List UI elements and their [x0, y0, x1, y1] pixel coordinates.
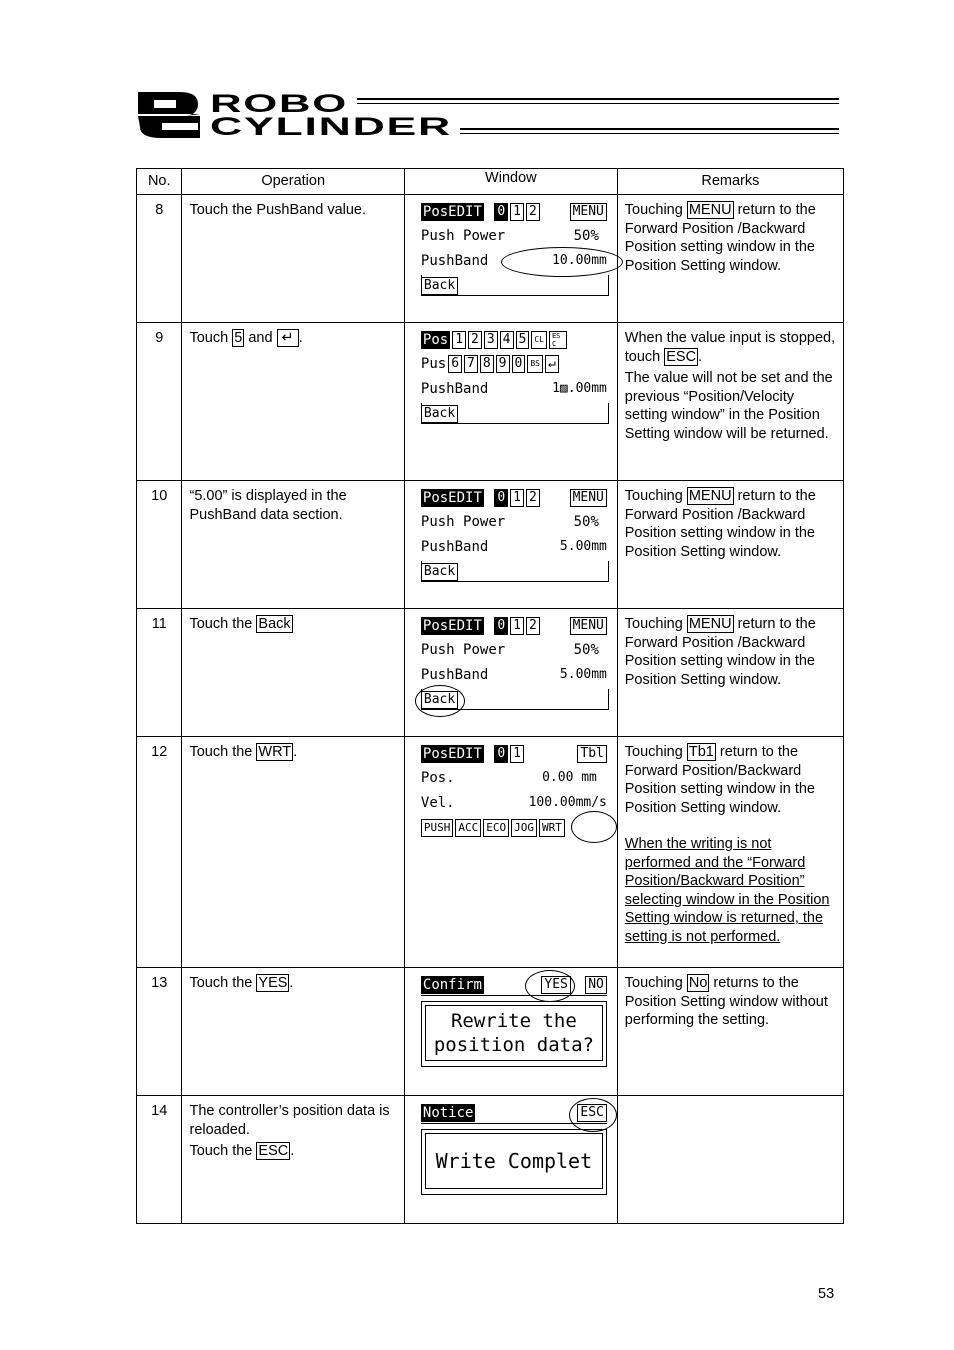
header-no: No.	[137, 169, 182, 195]
push-power-label: Push Power	[420, 514, 506, 530]
step-remarks: When the value input is stopped, touch ESC . The value will not be set and the previous “Position/Velocity setting window” in the Position Setting window will be returned.	[617, 323, 843, 481]
table-button[interactable]: Tbl	[577, 745, 606, 763]
table-row	[137, 195, 844, 323]
step-number: 13	[137, 968, 182, 1096]
esc-key-label: ESC	[258, 1143, 289, 1159]
back-button[interactable]: Back	[421, 405, 458, 423]
step-number: 12	[137, 737, 182, 968]
key-3[interactable]: 3	[484, 331, 498, 349]
lcd-screen-posedit	[421, 487, 611, 587]
window-cell	[404, 968, 617, 1096]
pushband-value[interactable]: 5.00mm	[559, 539, 607, 554]
window-cell	[404, 481, 617, 609]
lcd-screen-posedit-velocity	[421, 743, 611, 843]
step-number: 10	[137, 481, 182, 609]
table-row	[137, 1096, 844, 1224]
step-number: 14	[137, 1096, 182, 1224]
table-header-row	[137, 169, 844, 195]
screen-title: Confirm	[422, 977, 482, 993]
page-number: 53	[818, 1286, 835, 1302]
pushband-label: PushBand	[420, 667, 489, 683]
step-operation: The controller’s position data is reloaded. Touch the ESC .	[182, 1096, 404, 1224]
pushband-label: PushBand	[420, 253, 489, 269]
menu-button[interactable]: MENU	[570, 489, 607, 507]
jog-button[interactable]: JOG	[511, 819, 537, 837]
esc-key-label: ESC	[666, 348, 697, 365]
window-cell	[404, 1096, 617, 1224]
screen-title: PosEDIT	[422, 490, 482, 506]
lcd-screen-posedit	[421, 615, 611, 715]
key-6[interactable]: 6	[448, 355, 462, 373]
screen-box-1[interactable]: 1	[510, 617, 524, 635]
step-operation: Touch the YES .	[182, 968, 404, 1096]
pushband-label: PushBand	[420, 381, 489, 397]
key-1[interactable]: 1	[452, 331, 466, 349]
back-key-label: Back	[258, 616, 291, 632]
acc-button[interactable]: ACC	[455, 819, 481, 837]
robo-cylinder-logo	[136, 90, 840, 140]
step-remarks: Touching No returns to the Position Setting window without performing the setting.	[617, 968, 843, 1096]
no-key-label: No	[688, 975, 708, 991]
menu-key-label: MENU	[688, 202, 732, 218]
push-power-value: 50%	[573, 228, 599, 244]
eco-button[interactable]: ECO	[483, 819, 509, 837]
push-power-label: Push Power	[420, 228, 506, 244]
key-enter[interactable]: ↵	[545, 355, 559, 373]
header-remarks: Remarks	[617, 169, 843, 195]
vel-value[interactable]: 100.00mm/s	[528, 795, 607, 810]
lcd-screen-posedit	[421, 201, 611, 301]
screen-box-1[interactable]: 1	[510, 745, 524, 763]
table-row	[137, 481, 844, 609]
push-button[interactable]: PUSH	[421, 819, 454, 837]
wrt-key-label: WRT	[258, 744, 292, 760]
lcd-screen-confirm	[421, 974, 611, 1074]
screen-title: Notice	[422, 1105, 474, 1121]
menu-key-label: MENU	[688, 488, 732, 504]
step-remarks: Touching MENU return to the Forward Position /Backward Position setting window in the Position Setting window.	[617, 609, 843, 737]
key-4[interactable]: 4	[500, 331, 514, 349]
window-cell	[404, 609, 617, 737]
push-power-value: 50%	[573, 642, 599, 658]
key-0[interactable]: 0	[512, 355, 526, 373]
highlight-oval	[525, 970, 575, 1002]
screen-box-0[interactable]: 0	[494, 203, 508, 221]
key-backspace[interactable]: BS	[527, 355, 543, 373]
pushband-value[interactable]: 10.00mm	[552, 253, 607, 268]
window-cell	[404, 195, 617, 323]
screen-box-0[interactable]: 0	[494, 745, 508, 763]
push-power-value: 50%	[573, 514, 599, 530]
back-button[interactable]: Back	[421, 563, 458, 581]
pos-value[interactable]: 0.00 mm	[542, 770, 597, 785]
screen-box-2[interactable]: 2	[526, 489, 540, 507]
pushband-input[interactable]: 1▨.00mm	[552, 381, 607, 396]
table-row	[137, 609, 844, 737]
step-operation: Touch 5 and ↵ .	[182, 323, 404, 481]
table-row	[137, 323, 844, 481]
step-remarks: Touching MENU return to the Forward Position /Backward Position setting window in the Position Setting window.	[617, 195, 843, 323]
header-window: Window	[404, 169, 617, 195]
operation-steps-table	[136, 168, 844, 1224]
key-9[interactable]: 9	[496, 355, 510, 373]
screen-box-2[interactable]: 2	[526, 203, 540, 221]
lcd-screen-notice	[421, 1102, 611, 1202]
screen-title: PosEDIT	[422, 746, 482, 762]
vel-label: Vel.	[420, 795, 455, 811]
screen-title: Pos	[422, 332, 449, 348]
menu-button[interactable]: MENU	[570, 617, 607, 635]
logo-text-robo: ROBO	[210, 90, 348, 118]
yes-key-label: YES	[258, 975, 288, 991]
esc-button[interactable]: ESC	[577, 1104, 606, 1122]
table-row	[137, 968, 844, 1096]
logo-text-cylinder: CYLINDER	[210, 113, 452, 140]
key-7[interactable]: 7	[464, 355, 478, 373]
header-operation: Operation	[182, 169, 404, 195]
screen-box-1[interactable]: 1	[510, 489, 524, 507]
menu-key-label: MENU	[688, 616, 732, 632]
screen-box-0[interactable]: 0	[494, 617, 508, 635]
step-operation: “5.00” is displayed in the PushBand data section.	[182, 481, 404, 609]
highlight-oval	[571, 811, 617, 843]
screen-box-0[interactable]: 0	[494, 489, 508, 507]
menu-button[interactable]: MENU	[570, 203, 607, 221]
note-text: When the writing is not performed and the “Forward Position/Backward Position” selecting window in the Position Setting window is returned, the setting is not performed.	[624, 836, 830, 945]
wrt-button[interactable]: WRT	[539, 819, 565, 837]
push-power-label: Push Power	[420, 642, 506, 658]
tb1-key-label: Tb1	[688, 744, 714, 760]
key-escape[interactable]: ES C	[549, 331, 567, 349]
screen-title: PosEDIT	[422, 618, 482, 634]
step-number: 8	[137, 195, 182, 323]
key-5[interactable]: 5	[516, 331, 530, 349]
pushband-value[interactable]: 5.00mm	[559, 667, 607, 682]
step-operation: Touch the WRT .	[182, 737, 404, 968]
back-button[interactable]: Back	[421, 691, 458, 709]
step-operation: Touch the PushBand value.	[182, 195, 404, 323]
table-row	[137, 737, 844, 968]
key-clear[interactable]: CL	[531, 331, 547, 349]
enter-key-label: ↵	[277, 329, 299, 347]
step-remarks	[617, 1096, 843, 1224]
confirm-message-line1: Rewrite the	[450, 1010, 577, 1032]
screen-box-1[interactable]: 1	[510, 203, 524, 221]
window-cell	[404, 737, 617, 968]
step-operation: Touch the Back	[182, 609, 404, 737]
no-button[interactable]: NO	[585, 976, 607, 994]
screen-box-2[interactable]: 2	[526, 617, 540, 635]
window-cell	[404, 323, 617, 481]
step-remarks: Touching Tb1 return to the Forward Position/Backward Position setting window in the Position Setting window. When the writing is not performed and the “Forward Position/Backward Position” selecting window in the Position Setting window is returned, the setting is not performed.	[617, 737, 843, 968]
back-button[interactable]: Back	[421, 277, 458, 295]
confirm-message-line2: position data?	[433, 1034, 594, 1056]
highlight-oval	[569, 1098, 617, 1132]
pushband-label: PushBand	[420, 539, 489, 555]
yes-button[interactable]: YES	[541, 976, 570, 994]
highlight-oval	[415, 685, 465, 717]
notice-message: Write Complet	[425, 1133, 603, 1189]
key-8[interactable]: 8	[480, 355, 494, 373]
key-5-label: 5	[234, 330, 243, 346]
key-2[interactable]: 2	[468, 331, 482, 349]
pos-label: Pos.	[420, 770, 455, 786]
screen-title: PosEDIT	[422, 204, 482, 220]
step-remarks: Touching MENU return to the Forward Position /Backward Position setting window in the Position Setting window.	[617, 481, 843, 609]
step-number: 9	[137, 323, 182, 481]
highlight-oval	[501, 247, 623, 277]
lcd-screen-keypad	[421, 329, 611, 429]
step-number: 11	[137, 609, 182, 737]
pos-label: Pus	[420, 356, 447, 372]
